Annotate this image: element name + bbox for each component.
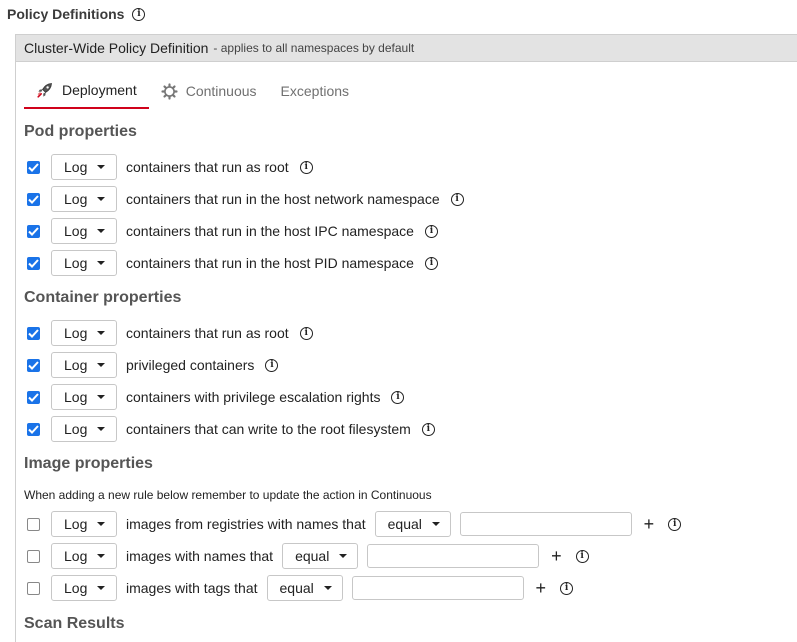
rule-row: [27, 218, 438, 244]
rule-label: containers that run in the host network namespace: [126, 191, 440, 207]
action-select-value: Log: [64, 548, 88, 564]
operator-select-value: equal: [279, 580, 314, 596]
action-select-value: Log: [64, 580, 88, 596]
rule-checkbox[interactable]: [27, 193, 40, 206]
action-select[interactable]: [51, 575, 117, 601]
info-icon[interactable]: i: [576, 550, 589, 563]
action-select-value: Log: [64, 389, 88, 405]
page-title-text: Policy Definitions: [7, 6, 125, 22]
image-properties-note: When adding a new rule below remember to update the action in Continuous: [24, 488, 432, 502]
caret-down-icon: [97, 165, 105, 169]
info-icon[interactable]: i: [300, 161, 313, 174]
rule-checkbox[interactable]: [27, 257, 40, 270]
action-select-value: Log: [64, 255, 88, 271]
action-select[interactable]: [51, 543, 117, 569]
tab-label: Deployment: [62, 82, 137, 98]
action-select-value: Log: [64, 516, 88, 532]
image-rule-row: [27, 543, 589, 569]
rule-label: images with tags that: [126, 580, 258, 596]
rule-label: containers that run in the host PID namespace: [126, 255, 414, 271]
rule-row: [27, 352, 278, 378]
rule-checkbox[interactable]: [27, 327, 40, 340]
rule-row: [27, 416, 435, 442]
info-icon[interactable]: i: [425, 225, 438, 238]
rule-checkbox[interactable]: [27, 518, 40, 531]
action-select-value: Log: [64, 325, 88, 341]
caret-down-icon: [97, 522, 105, 526]
caret-down-icon: [97, 554, 105, 558]
operator-select[interactable]: [267, 575, 343, 601]
operator-select-value: equal: [295, 548, 330, 564]
rule-label: images from registries with names that: [126, 516, 366, 532]
action-select[interactable]: [51, 511, 117, 537]
tab-label: Continuous: [185, 83, 257, 99]
caret-down-icon: [339, 554, 347, 558]
rule-row: [27, 250, 438, 276]
action-select-value: Log: [64, 357, 88, 373]
add-icon[interactable]: +: [551, 546, 562, 566]
tab-bar: [24, 73, 361, 109]
action-select[interactable]: [51, 320, 117, 346]
info-icon[interactable]: i: [668, 518, 681, 531]
pattern-input[interactable]: [460, 512, 632, 536]
rule-row: [27, 320, 313, 346]
action-select-value: Log: [64, 159, 88, 175]
action-select[interactable]: [51, 186, 117, 212]
operator-select[interactable]: [282, 543, 358, 569]
info-icon[interactable]: i: [451, 193, 464, 206]
pattern-input[interactable]: [367, 544, 539, 568]
pattern-input[interactable]: [352, 576, 524, 600]
panel-title: Cluster-Wide Policy Definition: [24, 40, 209, 56]
section-title-scan-results: Scan Results: [24, 615, 125, 632]
add-icon[interactable]: +: [535, 578, 547, 598]
image-rule-row: [27, 575, 573, 601]
rule-checkbox[interactable]: [27, 225, 40, 238]
rule-row: [27, 154, 313, 180]
caret-down-icon: [97, 586, 105, 590]
rule-label: privileged containers: [126, 357, 255, 373]
rule-label: containers that run in the host IPC namespace: [126, 223, 414, 239]
rocket-icon: [36, 81, 54, 99]
rule-row: [27, 384, 404, 410]
caret-down-icon: [97, 363, 105, 367]
rule-checkbox[interactable]: [27, 582, 40, 595]
operator-select[interactable]: [375, 511, 451, 537]
action-select-value: Log: [64, 421, 88, 437]
rule-label: containers that run as root: [126, 325, 289, 341]
panel-subtitle: - applies to all namespaces by default: [213, 41, 415, 55]
tab-exceptions[interactable]: [269, 73, 361, 109]
tab-continuous[interactable]: [149, 73, 269, 109]
tab-deployment[interactable]: [24, 73, 149, 109]
caret-down-icon: [324, 586, 332, 590]
section-title-pod-properties: Pod properties: [24, 123, 137, 140]
action-select[interactable]: [51, 416, 117, 442]
action-select[interactable]: [51, 384, 117, 410]
caret-down-icon: [97, 331, 105, 335]
rule-checkbox[interactable]: [27, 391, 40, 404]
info-icon[interactable]: i: [265, 359, 278, 372]
operator-select-value: equal: [387, 516, 422, 532]
rule-checkbox[interactable]: [27, 423, 40, 436]
caret-down-icon: [432, 522, 440, 526]
caret-down-icon: [97, 427, 105, 431]
action-select[interactable]: [51, 218, 117, 244]
caret-down-icon: [97, 395, 105, 399]
action-select[interactable]: [51, 154, 117, 180]
info-icon[interactable]: i: [300, 327, 313, 340]
rule-label: images with names that: [126, 548, 274, 564]
info-icon[interactable]: i: [422, 423, 435, 436]
rule-label: containers that run as root: [126, 159, 289, 175]
info-icon[interactable]: i: [391, 391, 404, 404]
action-select[interactable]: [51, 352, 117, 378]
rule-label: containers that can write to the root filesystem: [126, 421, 411, 437]
action-select-value: Log: [64, 223, 88, 239]
gear-icon: [161, 83, 178, 100]
caret-down-icon: [97, 261, 105, 265]
rule-row: [27, 186, 464, 212]
action-select-value: Log: [64, 191, 88, 207]
action-select[interactable]: [51, 250, 117, 276]
image-rule-row: [27, 511, 681, 537]
rule-checkbox[interactable]: [27, 550, 40, 563]
info-icon[interactable]: i: [132, 8, 145, 21]
panel-header: [16, 35, 797, 62]
caret-down-icon: [97, 197, 105, 201]
add-icon[interactable]: +: [643, 514, 655, 534]
page-title: [7, 5, 145, 23]
rule-checkbox[interactable]: [27, 161, 40, 174]
caret-down-icon: [97, 229, 105, 233]
info-icon[interactable]: i: [560, 582, 573, 595]
info-icon[interactable]: i: [425, 257, 438, 270]
section-title-image-properties: Image properties: [24, 455, 153, 472]
rule-checkbox[interactable]: [27, 359, 40, 372]
rule-label: containers with privilege escalation rights: [126, 389, 381, 405]
tab-label: Exceptions: [280, 83, 350, 99]
section-title-container-properties: Container properties: [24, 289, 182, 306]
